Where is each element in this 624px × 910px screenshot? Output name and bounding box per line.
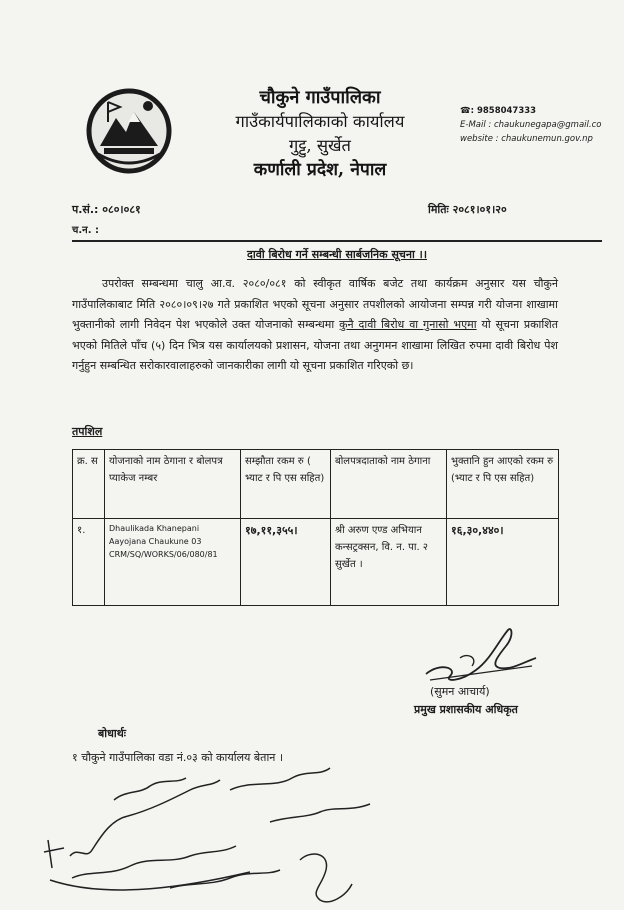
website-address: website : chaukunemun.gov.np [460, 134, 593, 144]
cell-contract-amount: १७,११,३५५। [241, 519, 331, 606]
subject-text: दावी बिरोध गर्ने सम्बन्धी सार्बजनिक सूचना ।। [247, 248, 427, 261]
province-name: कर्णाली प्रदेश, नेपाल [253, 160, 387, 180]
municipality-name: चौकुने गाउँपालिका [259, 87, 381, 108]
cell-payment-amount: १६,३०,४४०। [447, 519, 559, 606]
col-header-contract-amount: सम्झौता रकम रु ( भ्याट र पि एस सहित) [241, 450, 331, 519]
col-header-payment-amount: भुक्तानि हुन आएको रकम रु (भ्याट र पि एस सहित) [447, 450, 559, 519]
cell-sn: १. [73, 519, 105, 606]
cc-label: बोधार्थः [98, 727, 126, 740]
col-header-sn: क्र. स [73, 450, 105, 519]
body-part2: यो सूचना प्रकाशित भएको मितिले पाँच (५) दिन भित्र यस कार्यालयको प्रशासन, योजना तथा अनुगमन शाखामा लिखित रुपमा दावी बिरोध पेश गर्नुहुन सम्बन्धित सरोकारवालाहरुको जानकारीका लागी यो सूचना प्रकाशित गरिएको छ। [72, 318, 558, 372]
office-header [190, 86, 450, 182]
notice-date: मितिः २०८१।०१।२० [428, 203, 507, 216]
phone-number: ☎: 9858047333 [460, 106, 537, 116]
office-address: गुट्टु, सुर्खेत [289, 136, 351, 155]
signature-icon [420, 622, 540, 686]
col-header-bidder: बोलपत्रदाताको नाम ठेगाना [331, 450, 447, 519]
municipality-emblem-icon [86, 88, 172, 174]
cell-project [105, 519, 241, 606]
notice-body [72, 274, 558, 377]
project-package-number: CRM/SQ/WORKS/06/080/81 [109, 550, 218, 559]
body-part1: उपरोक्त सम्बन्धमा चालु आ.व. २०८०/०८१ को स्वीकृत वार्षिक बजेट तथा कार्यक्रम अनुसार यस चौकुने गाउँपालिकाबाट मिति २०८०।०९।२७ गते प्रकाशित भएको सूचना अनुसार तपशीलको आयोजना सम्पन्न गरी योजना शाखामा भुक्तानीको लागी निवेदन पेश भएकोले उक्त योजनाको सम्बन्धमा [72, 277, 558, 331]
signatory-name: (सुमन आचार्य) [430, 685, 490, 698]
col-header-project: योजनाको नाम ठेगाना र बोलपत्र प्याकेज नम्बर [105, 450, 241, 519]
project-name-line1: Dhaulikada Khanepani [109, 524, 200, 533]
project-name-line2: Aayojana Chaukune 03 [109, 537, 202, 546]
signatory-title: प्रमुख प्रशासकीय अधिकृत [414, 703, 518, 716]
project-table [72, 449, 559, 606]
details-label: तपशिल [72, 425, 103, 438]
table-header-row [73, 450, 559, 519]
contact-block [460, 104, 624, 146]
handwritten-note-icon [30, 760, 390, 910]
reference-number: प.सं.: ०८०।०८१ [72, 203, 141, 216]
table-row [73, 519, 559, 606]
dispatch-number: च.न. : [72, 225, 99, 236]
email-address: E-Mail : chaukunegapa@gmail.co [460, 120, 602, 130]
cc-item: १ चौकुने गाउँपालिका वडा नं.०३ को कार्यालय बेतान । [72, 751, 284, 764]
cell-bidder: श्री अरुण एण्ड अभियान कन्सट्रक्सन, वि. न. पा. २ सुर्खेत । [331, 519, 447, 606]
header-divider [72, 240, 602, 242]
notice-subject [72, 247, 602, 262]
office-name: गाउँकार्यपालिकाको कार्यालय [235, 112, 405, 131]
body-underlined: कुनै दावी बिरोध वा गुनासो भएमा [339, 318, 477, 331]
